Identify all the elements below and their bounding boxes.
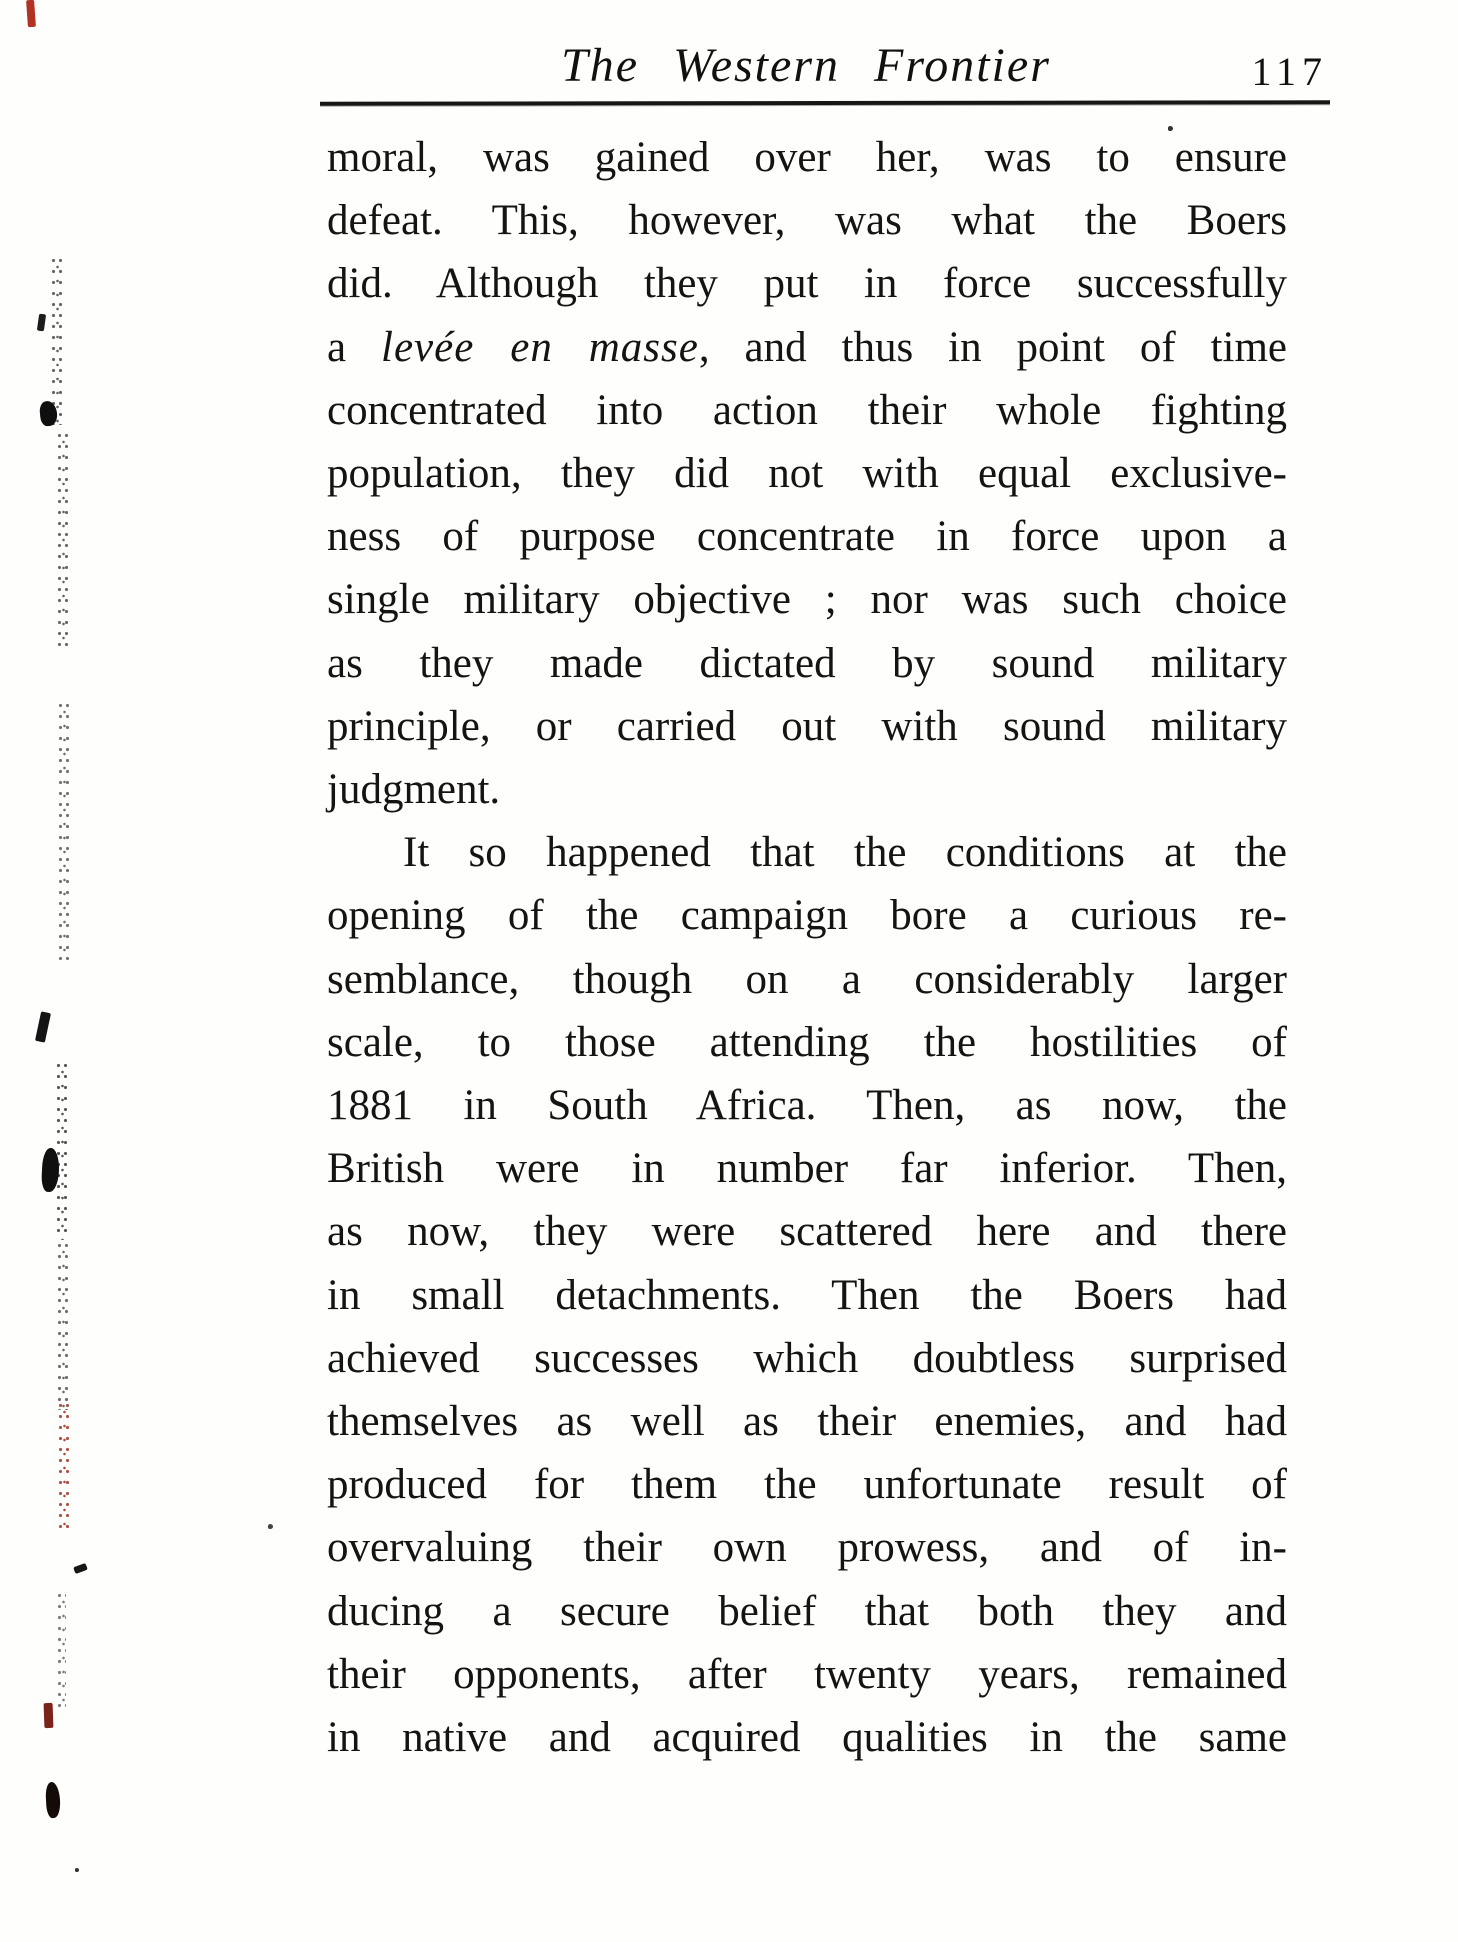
text-line: in native and acquired qualities in the same <box>327 1714 1287 1762</box>
text-line: scale, to those attending the hostilities of <box>327 1018 1287 1066</box>
text-line: did. Although they put in force successfully <box>327 260 1287 308</box>
red-streak <box>57 1400 70 1535</box>
page-header-title: The Western Frontier <box>561 39 1051 92</box>
paragraph <box>327 821 1287 1769</box>
ink-blob-3 <box>45 1782 61 1819</box>
page-number: 117 <box>1251 49 1328 94</box>
body-text <box>327 126 1287 1769</box>
ink-blob-1 <box>39 400 59 427</box>
text-line: themselves as well as their enemies, and had <box>327 1398 1287 1446</box>
text-line: semblance, though on a considerably larger <box>327 955 1287 1003</box>
text-line: in small detachments. Then the Boers had <box>327 1271 1287 1319</box>
text-line: It so happened that the conditions at the <box>403 829 1287 877</box>
text-line: British were in number far inferior. Then, <box>327 1145 1287 1193</box>
text-line: a levée en masse, and thus in point of time <box>327 323 1287 371</box>
red-mark-top <box>26 0 36 27</box>
speckle-col-bottom <box>56 1590 66 1710</box>
text-line: ducing a secure belief that both they and <box>327 1587 1287 1635</box>
text-line: 1881 in South Africa. Then, as now, the <box>327 1082 1287 1130</box>
text-line: defeat. This, however, was what the Boers <box>327 197 1287 245</box>
text-line: ness of purpose concentrate in force upon a <box>327 513 1287 561</box>
text-line: opening of the campaign bore a curious re- <box>327 892 1287 940</box>
ink-blob-2 <box>41 1148 60 1193</box>
speckle-col-top <box>50 255 64 425</box>
red-bar-bottom <box>44 1703 54 1728</box>
dash-mark <box>73 1563 88 1574</box>
text-line: principle, or carried out with sound military <box>327 702 1287 750</box>
speckle-col-low <box>56 1240 68 1410</box>
text-line: judgment. <box>327 766 501 814</box>
dot-2 <box>268 1524 273 1529</box>
dot-1 <box>75 1868 79 1872</box>
text-line: moral, was gained over her, was to ensure <box>327 134 1287 181</box>
text-line: overvaluing their own prowess, and of in- <box>327 1524 1287 1572</box>
text-line: achieved successes which doubtless surprised <box>327 1334 1287 1382</box>
text-line: as now, they were scattered here and there <box>327 1208 1287 1256</box>
text-line: produced for them the unfortunate result of <box>327 1461 1287 1509</box>
text-line: population, they did not with equal exclusive- <box>327 450 1287 498</box>
text-line: their opponents, after twenty years, remained <box>327 1650 1287 1698</box>
paragraph <box>327 126 1287 821</box>
text-line: as they made dictated by sound military <box>327 639 1287 687</box>
header-rule <box>320 100 1330 105</box>
text-line: single military objective ; nor was such choice <box>327 576 1287 624</box>
speckle-col-mid-2 <box>57 700 69 960</box>
speckle-col-mid-1 <box>56 430 68 650</box>
check-mark <box>35 1011 51 1042</box>
speckle-col-mid-3 <box>55 1060 69 1240</box>
text-line: concentrated into action their whole fighting <box>327 386 1287 434</box>
tick-mark <box>37 314 46 332</box>
